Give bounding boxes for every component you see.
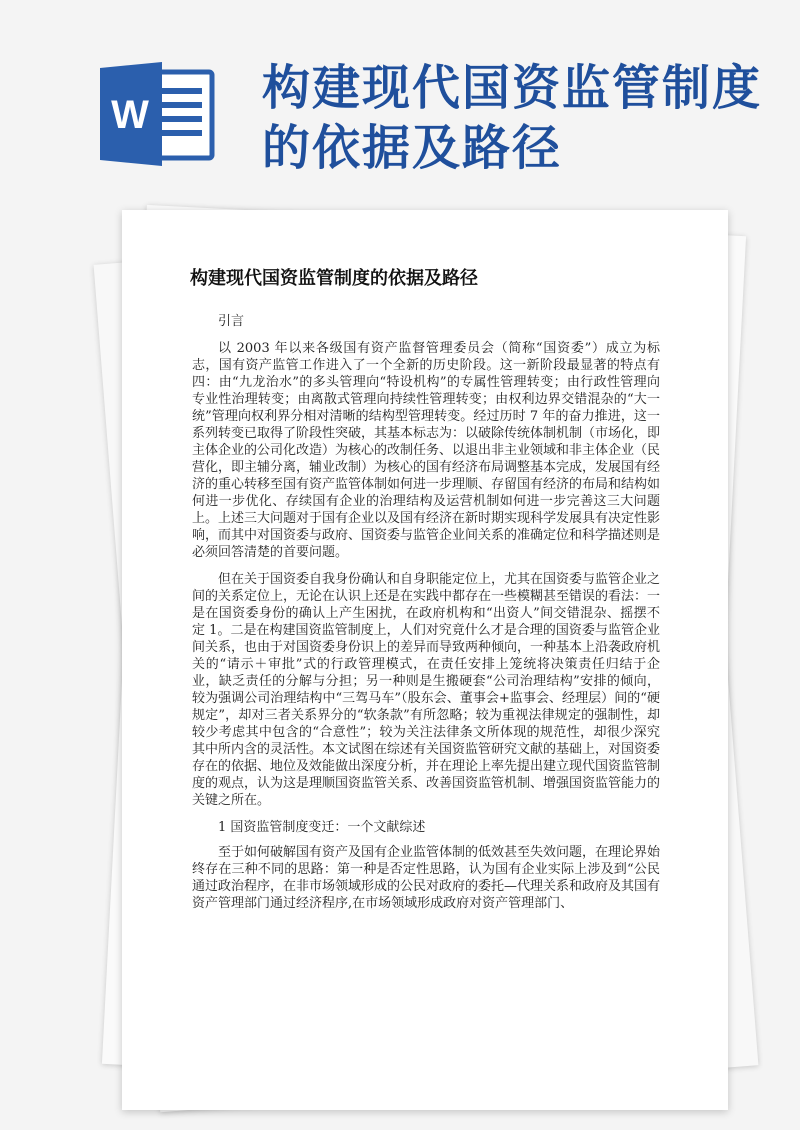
document-page	[122, 210, 728, 1110]
page-title: 构建现代国资监管制度的依据及路径	[262, 60, 763, 176]
paragraph: 以 2003 年以来各级国有资产监督管理委员会（简称“国资委”）成立为标志，国有资产监管工作进入了一个全新的历史阶段。这一新阶段最显著的特点有四：由“九龙治水”的多头管理向“特设机构”的专属性管理转变；由行政性管理向专业性治理转变；由离散式管理向持续性管理转变；由权利边界交错混杂的“大一统”管理向权利界分相对清晰的结构型管理转变。经过历时 7 年的奋力推进，这一系列转变已取得了阶段性突破，其基本标志为：以破除传统体制机制（市场化，即主体企业的公司化改造）为核心的改制任务、以退出非主业领域和非主体企业（民营化，即主辅分离，辅业改制）为核心的国有经济布局调整基本完成，发展国有经济的重心转移至国有资产监管体制如何进一步理顺、存留国有经济的布局和结构如何进一步优化、存续国有企业的治理结构及运营机制如何进一步完善这三大问题上。上述三大问题对于国有企业以及国有经济在新时期实现科学发展具有决定性影响，而其中对国资委与政府、国资委与监管企业间关系的准确定位和科学描述则是必须回答清楚的首要问题。	[192, 341, 661, 560]
paragraph: 但在关于国资委自我身份确认和自身职能定位上，尤其在国资委与监管企业之间的关系定位上，无论在认识上还是在实践中都存在一些模糊甚至错误的看法：一是在国资委身份的确认上产生困扰，在政府机构和“出资人”间交错混杂、摇摆不定 1。二是在构建国资监管制度上，人们对究竟什么才是合理的国资委与监管企业间关系，也由于对国资委身份识上的差异而导致两种倾向，一种基本上沿袭政府机关的“请示＋审批”式的行政管理模式，在责任安排上笼统将决策责任归结于企业，缺乏责任的分解与分担；另一种则是生搬硬套“公司治理结构”安排的倾向，较为强调公司治理结构中“三驾马车”（股东会、董事会+监事会、经理层）间的“硬规定”，却对三者关系界分的“软条款”有所忽略；较为重视法律规定的强制性，却较少考虑其中包含的“合意性”；较为关注法律条文所体现的规范性，却很少深究其中所内含的灵活性。本文试图在综述有关国资监管研究文献的基础上，对国资委存在的依据、地位及效能做出深度分析，并在理论上率先提出建立现代国资监管制度的观点，认为这是理顺国资监管关系、改善国资监管机制、增强国资监管能力的关键之所在。	[192, 572, 661, 808]
document-preview	[100, 196, 740, 1116]
section-heading: 引言	[218, 314, 245, 329]
header-banner	[0, 0, 800, 200]
paragraph: 至于如何破解国有资产及国有企业监管体制的低效甚至失效问题，在理论界始终存在三种不同的思路：第一种是否定性思路，认为国有企业实际上涉及到“公民通过政治程序，在非市场领域形成的公民对政府的委托—代理关系和政府及其国有资产管理部门通过经济程序,在市场领域形成政府对资产管理部门、	[192, 845, 661, 911]
document-title: 构建现代国资监管制度的依据及路径	[190, 268, 478, 289]
document-body	[192, 270, 660, 922]
word-document-icon	[96, 62, 220, 166]
section-heading: 1 国资监管制度变迁：一个文献综述	[218, 820, 426, 835]
svg-text:W: W	[111, 93, 149, 137]
